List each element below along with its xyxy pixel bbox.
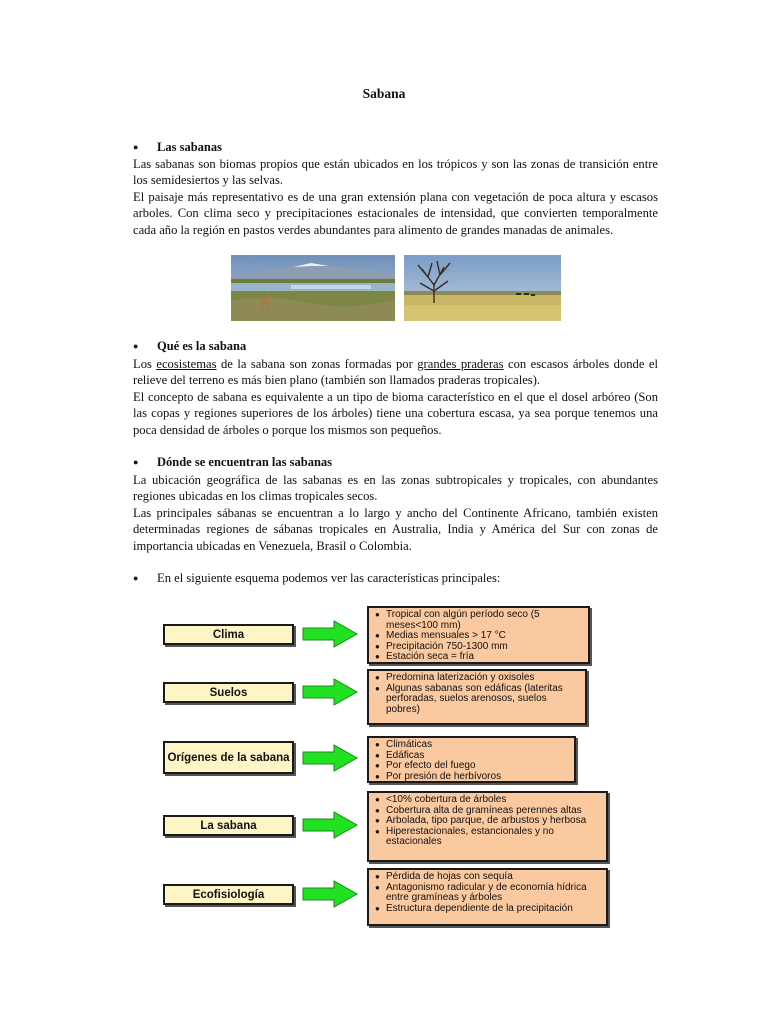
savanna-photo-acacia xyxy=(404,255,561,321)
paragraph: Las sabanas son biomas propios que están ubicados en los trópicos y son las zonas de transición entre los semidesiertos y las selvas. xyxy=(133,157,658,188)
green-arrow-icon xyxy=(302,811,358,839)
schema-item: ● Estación seca = fría xyxy=(375,652,582,663)
schema-item: ● <10% cobertura de árboles xyxy=(375,795,600,806)
schema-detail-suelos xyxy=(367,669,587,725)
schema-item: ● Pérdida de hojas con sequía xyxy=(375,872,600,883)
schema-item: ● Por efecto del fuego xyxy=(375,761,568,772)
schema-item: ● Cobertura alta de gramíneas perennes altas xyxy=(375,806,600,817)
schema-item: ● Hiperestacionales, estancionales y no estacionales xyxy=(375,827,600,848)
schema-lead: ● En el siguiente esquema podemos ver las características principales: xyxy=(133,571,501,585)
green-arrow-icon xyxy=(302,620,358,648)
schema-detail-origenes xyxy=(367,736,576,783)
schema-item: ● Edáficas xyxy=(375,751,568,762)
section-heading-que-es: ● Qué es la sabana xyxy=(133,339,247,353)
green-arrow-icon xyxy=(302,880,358,908)
link-ecosistemas[interactable]: ecosistemas xyxy=(156,357,217,371)
schema-item: ● Estructura dependiente de la precipitación xyxy=(375,904,600,915)
acacia-savanna-image xyxy=(404,255,561,321)
schema-category-ecofisiologia: Ecofisiología xyxy=(163,884,294,905)
schema-item: ● Antagonismo radicular y de economía hídrica entre gramíneas y árboles xyxy=(375,883,600,904)
schema-detail-clima xyxy=(367,606,590,664)
bullet-icon: ● xyxy=(133,457,139,467)
schema-item: ● Tropical con algún período seco (5 meses<100 mm) xyxy=(375,610,582,631)
bullet-icon: ● xyxy=(133,142,139,152)
green-arrow-icon xyxy=(302,678,358,706)
schema-detail-ecofisiologia xyxy=(367,868,608,926)
schema-item: ● Por presión de herbívoros xyxy=(375,772,568,783)
schema-item: ● Medias mensuales > 17 °C xyxy=(375,631,582,642)
paragraph: El concepto de sabana es equivalente a un tipo de bioma característico en el que el dosel arbóreo (Son las copas y regiones superiores de los árboles) tiene una cobertura escasa, ya sea porque tenemos una poca densidad de árboles o porque los mismos son pequeños. xyxy=(133,389,658,437)
paragraph: La ubicación geográfica de las sabanas es en las zonas subtropicales y tropicales, con abundantes regiones ubicadas en los climas tropicales secos. xyxy=(133,473,658,504)
schema-item: ● Predomina laterización y oxisoles xyxy=(375,673,579,684)
schema-category-origenes: Orígenes de la sabana xyxy=(163,741,294,774)
schema-item: ● Climáticas xyxy=(375,740,568,751)
savanna-photo-giraffe xyxy=(231,255,395,321)
paragraph: El paisaje más representativo es de una gran extensión plana con vegetación de poca altura y escasos arboles. Con clima seco y precipitaciones estacionales de intensidad, que convierten temporalmente cada año la región en pastos verdes abundantes para alimento de grandes manadas de animales. xyxy=(133,189,658,237)
schema-item: ● Precipitación 750-1300 mm xyxy=(375,642,582,653)
link-grandes-praderas[interactable]: grandes praderas xyxy=(417,357,504,371)
schema-category-suelos: Suelos xyxy=(163,682,294,703)
schema-item: ● Arbolada, tipo parque, de arbustos y herbosa xyxy=(375,816,600,827)
schema-category-la-sabana: La sabana xyxy=(163,815,294,836)
section-body-las-sabanas xyxy=(133,156,658,238)
paragraph: Las principales sábanas se encuentran a lo largo y ancho del Continente Africano, también existen determinadas regiones de sábanas tropicales en Australia, India y América del Sur con zonas de importancia ubicadas en Venezuela, Brasil o Colombia. xyxy=(133,505,658,553)
paragraph: Los ecosistemas de la sabana son zonas formadas por grandes praderas con escasos árboles donde el relieve del terreno es más bien plano (también son llamados praderas tropicales). xyxy=(133,357,658,388)
schema-detail-la-sabana xyxy=(367,791,608,862)
giraffe-savanna-image xyxy=(231,255,395,321)
schema-item: ● Algunas sabanas son edáficas (lateritas perforadas, suelos arenosos, suelos pobres) xyxy=(375,684,579,716)
section-body-que-es xyxy=(133,356,658,438)
schema-category-clima: Clima xyxy=(163,624,294,645)
bullet-icon: ● xyxy=(133,341,139,351)
bullet-icon: ● xyxy=(133,573,139,583)
section-body-donde xyxy=(133,472,658,554)
section-heading-las-sabanas: ● Las sabanas xyxy=(133,140,222,154)
green-arrow-icon xyxy=(302,744,358,772)
section-heading-donde: ● Dónde se encuentran las sabanas xyxy=(133,455,333,469)
page-title: Sabana xyxy=(362,86,406,101)
